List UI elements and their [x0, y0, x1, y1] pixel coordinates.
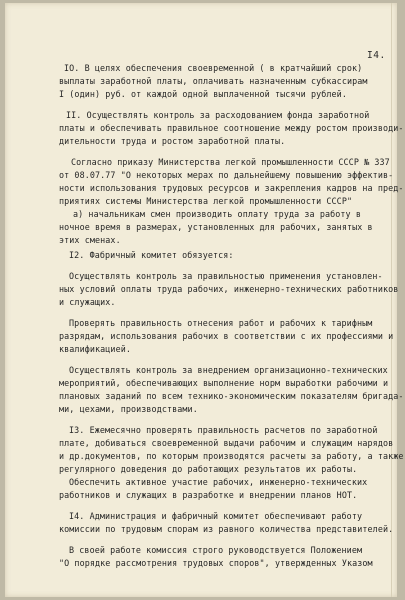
text-line: I (один) руб. от каждой одной выплаченной тысячи рублей.: [59, 89, 347, 99]
text-line: IO. В целях обеспечения своевременной ( в кратчайший срок): [64, 63, 363, 73]
text-line: ных условий оплаты труда рабочих, инженерно-технических работников: [59, 284, 399, 294]
text-line: приятиях системы Министерства легкой промышленности СССР": [59, 196, 353, 206]
page-number: I4.: [367, 50, 386, 61]
text-line: работников и служащих в разработке и внедрении планов НОТ.: [59, 490, 358, 500]
text-line: выплаты заработной платы, оплачивать назначенным субкассирам: [59, 76, 368, 86]
text-line: Осуществлять контроль за внедрением организационно-технических: [69, 365, 388, 375]
text-line: а) начальникам смен производить оплату труда за работу в: [73, 209, 361, 219]
document-page: [5, 3, 404, 597]
text-line: Осуществлять контроль за правильностью применения установлен-: [69, 271, 383, 281]
section-heading: I2. Фабричный комитет обязуется:: [69, 250, 234, 260]
text-line: платы и обеспечивать правильное соотношение между ростом производи-: [59, 123, 404, 133]
text-line: комиссии по трудовым спорам из равного количества представителей.: [59, 524, 394, 534]
text-line: регулярного доведения до работающих результатов их работы.: [59, 464, 358, 474]
text-line: плате, добиваться своевременной выдачи рабочим и служащим нарядов: [59, 438, 394, 448]
text-line: разрядам, использования рабочих в соответствии с их профессиями и: [59, 331, 394, 341]
text-line: дительности труда и ростом заработной платы.: [59, 136, 286, 146]
text-line: ми, цехами, производствами.: [59, 404, 198, 414]
text-line: ночное время в размерах, установленных для рабочих, занятых в: [59, 222, 373, 232]
text-line: и др.документов, по которым производятся расчеты за работу, а также: [59, 451, 404, 461]
text-line: В своей работе комиссия строго руководствуется Положением: [69, 545, 363, 555]
text-line: Обеспечить активное участие рабочих, инженерно-технических: [69, 477, 368, 487]
text-line: мероприятий, обеспечивающих выполнение норм выработки рабочими и: [59, 378, 389, 388]
text-line: от 08.07.77 "О некоторых мерах по дальнейшему повышению эффектив-: [59, 170, 394, 180]
text-line: квалификацией.: [59, 344, 131, 354]
text-line: этих сменах.: [59, 235, 121, 245]
text-line: Проверять правильность отнесения работ и рабочих к тарифным: [69, 318, 373, 328]
text-line: I3. Ежемесячно проверять правильность расчетов по заработной: [69, 425, 378, 435]
text-line: ности использования трудовых ресурсов и закрепления кадров на пред-: [59, 183, 404, 193]
text-line: II. Осуществлять контроль за расходованием фонда заработной: [66, 110, 370, 120]
text-line: I4. Администрация и фабричный комитет обеспечивают работу: [69, 511, 363, 521]
text-line: плановых заданий по всем технико-экономическим показателям бригада-: [59, 391, 404, 401]
page-fold-line: [391, 3, 392, 597]
text-line: Согласно приказу Министерства легкой промышленности СССР № 337: [71, 157, 390, 167]
text-line: "О порядке рассмотрения трудовых споров", утвержденных Указом: [59, 558, 373, 568]
text-line: и служащих.: [59, 297, 116, 307]
